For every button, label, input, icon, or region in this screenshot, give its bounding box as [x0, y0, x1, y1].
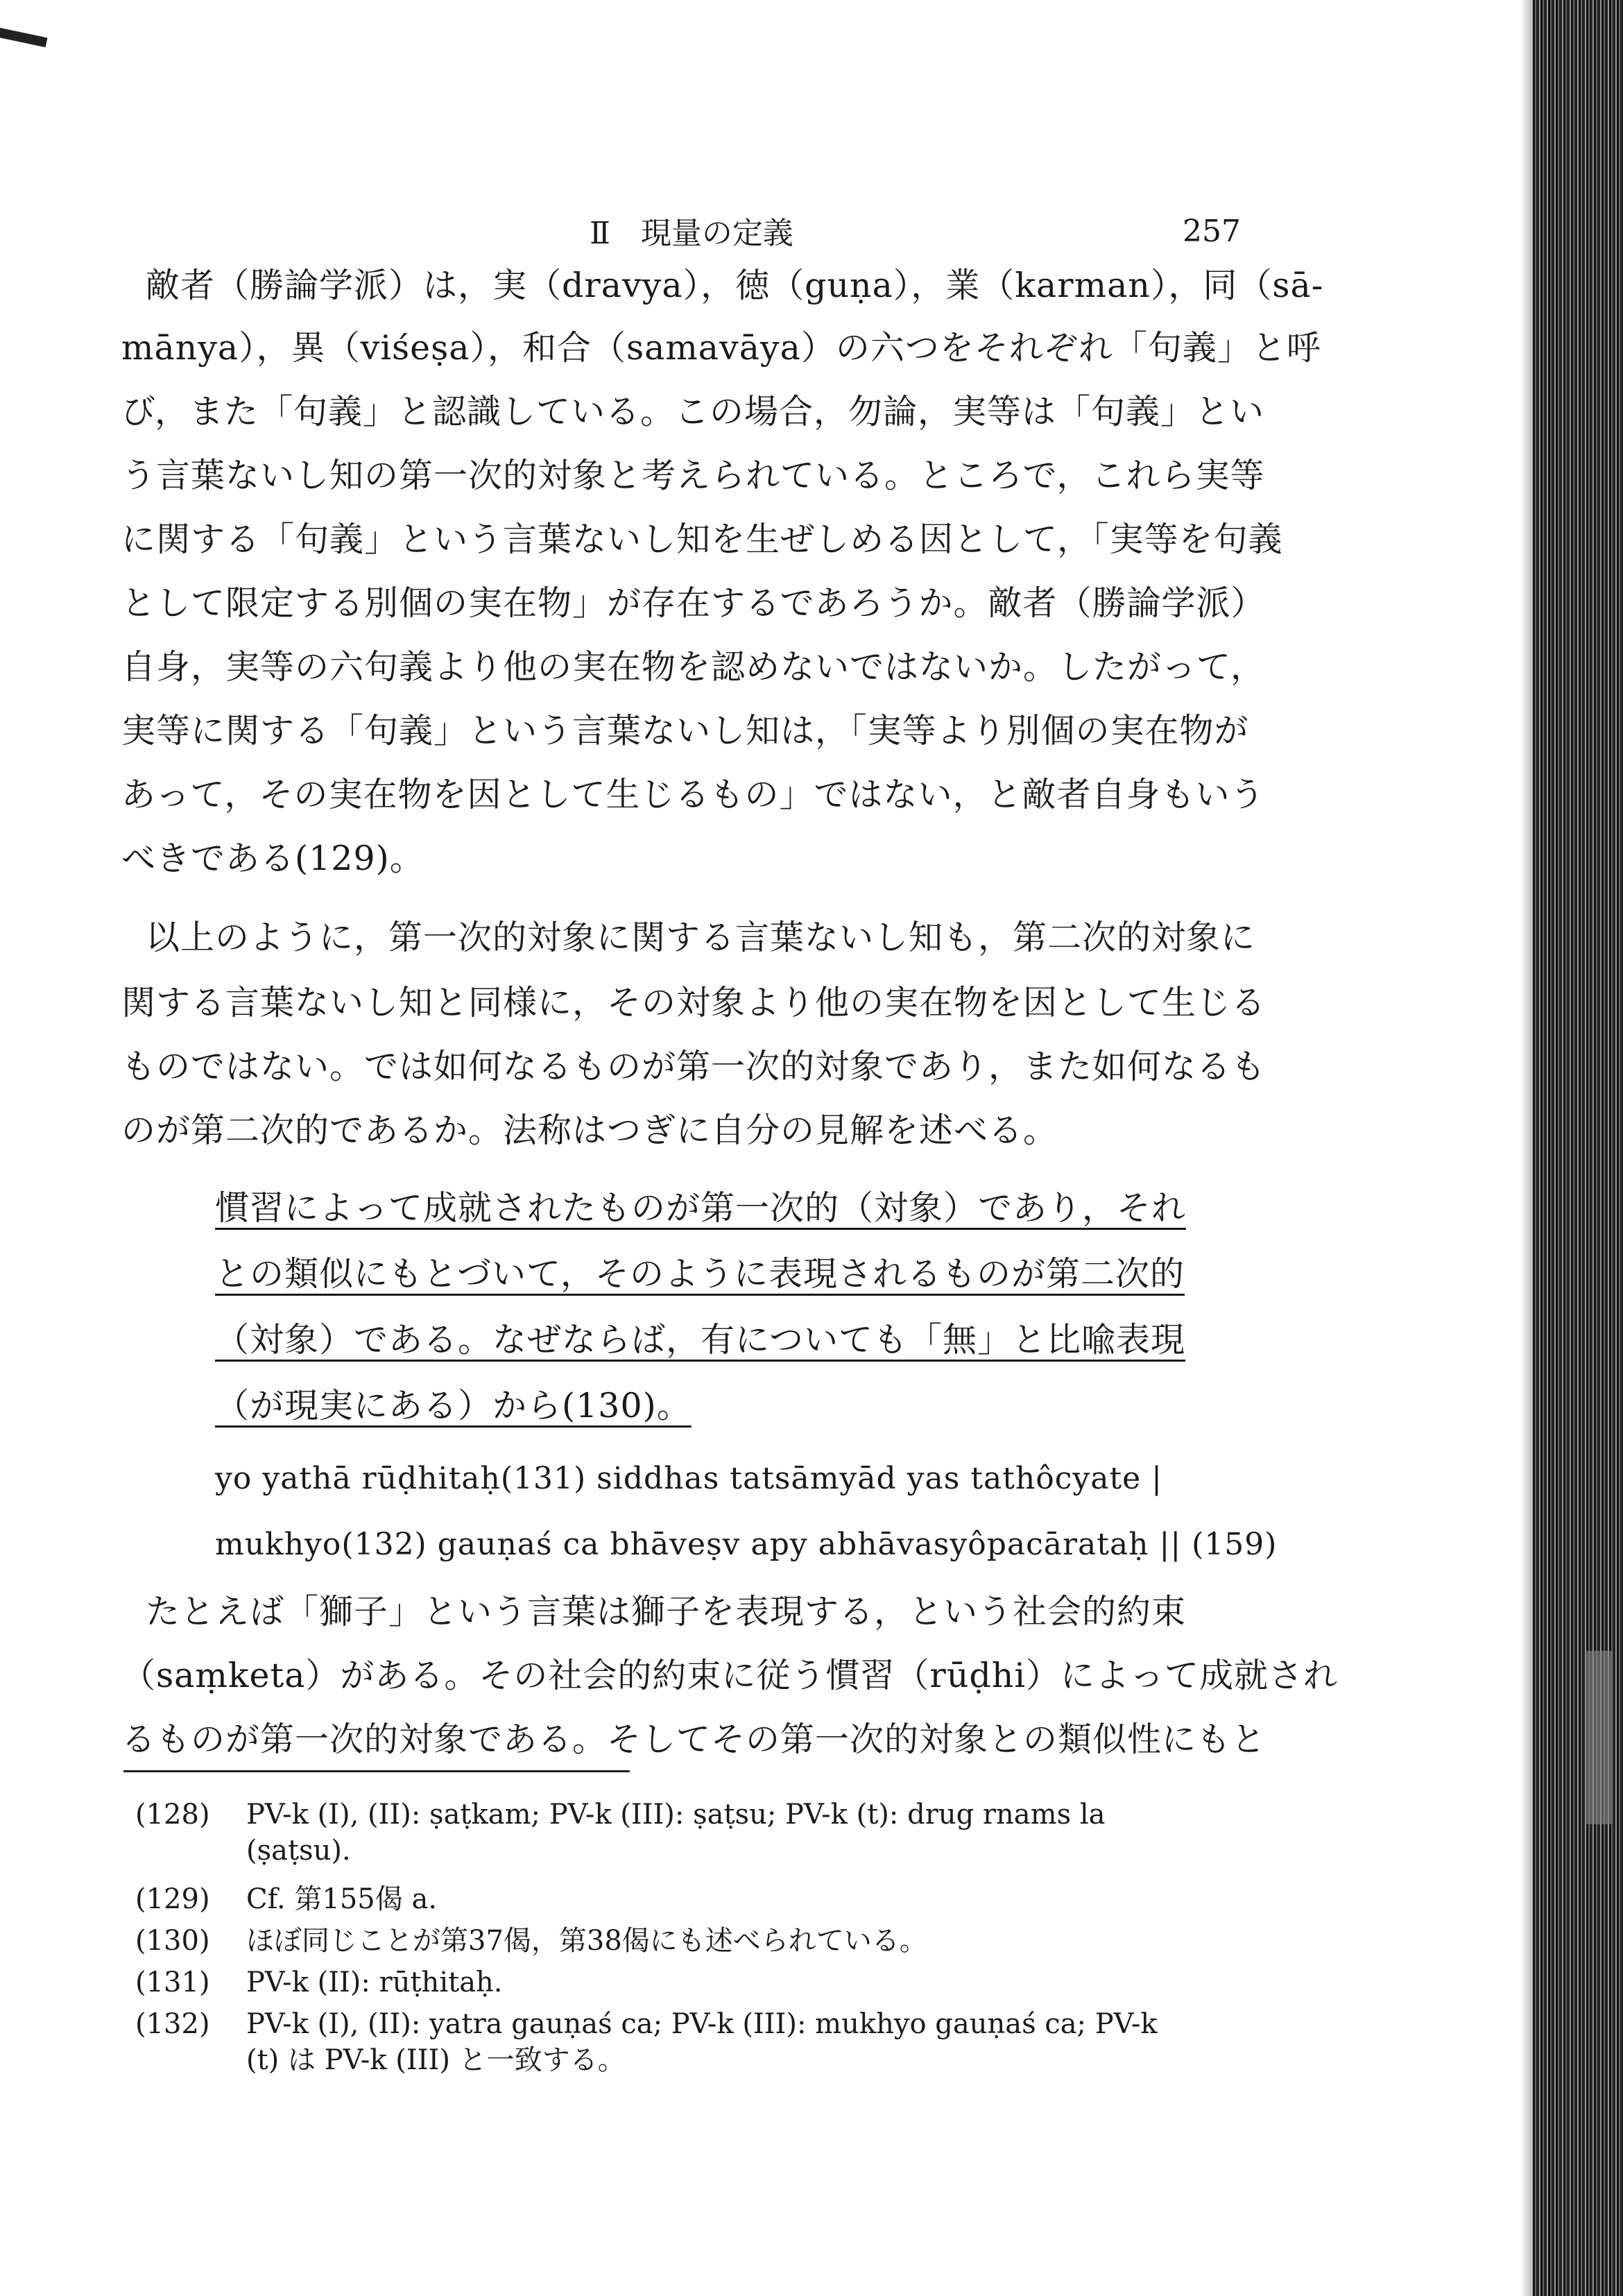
body-line: たとえば「獅子」という言葉は獅子を表現する，という社会的約束	[146, 1592, 1187, 1631]
body-line: るものが第一次的対象である。そしてその第一次的対象との類似性にもと	[121, 1720, 1266, 1759]
body-line: 実等に関する「句義」という言葉ないし知は，「実等より別個の実在物が	[121, 711, 1249, 751]
footnote-number: (128)	[135, 1799, 210, 1831]
footnote-number: (129)	[135, 1883, 210, 1915]
footnote-text	[246, 1964, 1273, 2001]
body-line: あって，その実在物を因として生じるもの」ではない，と敵者自身もいう	[121, 775, 1265, 814]
chapter-title: Ⅱ 現量の定義	[590, 216, 793, 251]
sanskrit-line: yo yathā rūḍhitaḥ(131) siddhas tatsāmyād yas tathôcyate |	[215, 1461, 1162, 1496]
scan-artifact	[1585, 1651, 1613, 1824]
footnote-number: (131)	[135, 1967, 210, 1998]
footnote-line: PV-k (I), (II): yatra gauṇaś ca; PV-k (III): mukhyo gauṇaś ca; PV-k	[246, 2008, 1158, 2040]
footnote-text	[246, 1881, 1273, 1917]
body-line: 以上のように，第一次的対象に関する言葉ないし知も，第二次的対象に	[146, 918, 1256, 957]
body-line: mānya），異（viśeṣa），和合（samavāya）の六つをそれぞれ「句義」と呼	[121, 328, 1321, 368]
binding-shadow	[1520, 0, 1533, 2296]
page-number: 257	[1183, 214, 1241, 249]
body-line: び，また「句義」と認識している。この場合，勿論，実等は「句義」とい	[121, 392, 1265, 431]
body-line: として限定する別個の実在物」が存在するであろうか。敵者（勝論学派）	[121, 583, 1266, 623]
verse-line: （対象）である。なぜならば，有についても「無」と比喩表現	[215, 1320, 1186, 1360]
footnote-text	[246, 1923, 1273, 1959]
footnote-text	[246, 2006, 1273, 2078]
footnote-line: PV-k (I), (II): ṣaṭkam; PV-k (III): ṣaṭsu; PV-k (t): drug rnams la	[246, 1799, 1106, 1831]
body-line: 敵者（勝論学派）は，実（dravya），徳（guṇa），業（karman），同（sā-	[146, 266, 1324, 305]
verse-line: （が現実にある）から(130)。	[215, 1386, 692, 1425]
page-corner-mark	[0, 28, 47, 47]
verse-line: 慣習によって成就されたものが第一次的（対象）であり，それ	[215, 1188, 1187, 1228]
footnote-line: (ṣaṭsu).	[246, 1835, 351, 1867]
footnote-line: PV-k (II): rūṭhitaḥ.	[246, 1967, 503, 1998]
body-line: に関する「句義」という言葉ないし知を生ぜしめる因として，「実等を句義	[121, 520, 1283, 559]
body-line: 関する言葉ないし知と同様に，その対象より他の実在物を因として生じる	[121, 983, 1266, 1022]
footnote-number: (132)	[135, 2008, 210, 2040]
footnote-line: Cf. 第155偈 a.	[246, 1883, 438, 1915]
body-line: べきである(129)。	[121, 839, 424, 878]
body-line: のが第二次的であるか。法称はつぎに自分の見解を述べる。	[121, 1111, 1058, 1150]
book-spine	[1533, 0, 1623, 2296]
footnote-text	[246, 1797, 1273, 1869]
footnote-rule	[123, 1770, 630, 1772]
footnote-number: (130)	[135, 1925, 210, 1957]
body-line: う言葉ないし知の第一次的対象と考えられている。ところで，これら実等	[121, 456, 1265, 495]
sanskrit-line: mukhyo(132) gauṇaś ca bhāveṣv apy abhāvasyôpacārataḥ || (159)	[215, 1527, 1278, 1562]
verse-line: との類似にもとづいて，そのように表現されるものが第二次的	[215, 1254, 1185, 1294]
body-line: 自身，実等の六句義より他の実在物を認めないではないか。したがって，	[121, 647, 1266, 687]
footnote-line: (t) は PV-k (III) と一致する。	[246, 2044, 626, 2076]
body-line: ものではない。では如何なるものが第一次的対象であり，また如何なるも	[121, 1047, 1266, 1086]
footnote-line: ほぼ同じことが第37偈，第38偈にも述べられている。	[246, 1925, 927, 1957]
body-line: （saṃketa）がある。その社会的約束に従う慣習（rūḍhi）によって成就され	[121, 1656, 1338, 1695]
